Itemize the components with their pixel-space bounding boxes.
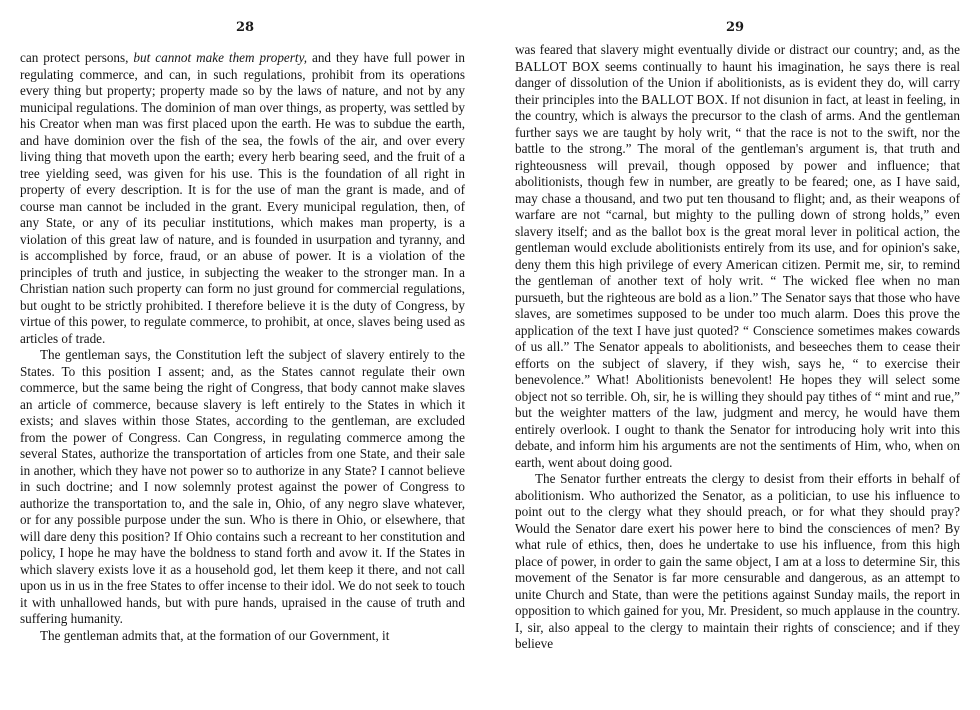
paragraph [20,50,465,347]
right-page [490,0,980,710]
text-run: can protect persons, [20,50,134,65]
page-number-right: 29 [725,20,745,35]
paragraph: was feared that slavery might eventually divide or distract our country; and, as the BALLOT BOX seems continually to haunt his imagination, he says there is real danger of dissolution of the Union if abolitionists, as is evident they do, will carry their principles into the BALLOT BOX. If not disunion in fact, at least in feeling, in the country, which is always the precursor to the clash of arms. And the gentleman further says we are taught by holy writ, “ that the race is not to the swift, nor the battle to the strong.” The moral of the gentleman's argument is, that truth and righteousness will prevail, though opposed by power and influence; that abolitionists, though few in number, are greatly to be feared; one, as I have said, may chase a thousand, and two put ten thousand to flight; and, as their weapons of warfare are not “carnal, but mighty to the pulling down of strong holds,” even slavery itself; and as the ballot box is the great moral lever in political action, the gentleman would exclude abolitionists entirely from its use, and for opinion's sake, deny them this high privilege of every American citizen. Permit me, sir, to remind the gentleman of another text of holy writ. “ The wicked flee when no man pursueth, but the righteous are bold as a lion.” The Senator says that those who have slaves, are sometimes supposed to be under too much alarm. Does this prove the application of the text I have just quoted? “ Conscience sometimes makes cowards of us all.” The Senator appeals to abolitionists, and beseeches them to cease their efforts on the subject of slavery, if they wish, says he, “ to exercise their benevolence.” What! Abolitionists benevolent! He hopes they will select some object not so terrible. Oh, sir, he is willing they should pay tithes of “ mint and rue,” but the weighter matters of the law, judgment and mercy, he would have them entirely overlook. I ought to thank the Senator for introducing holy writ into this debate, and inform him his arguments are not the sentiments of Him, who, when on earth, went about doing good. [515,42,960,470]
left-page-text [20,50,465,644]
paragraph: The Senator further entreats the clergy to desist from their efforts in behalf of abolitionism. Who authorized the Senator, as a politician, to use his influence to point out to the clergy what they should preach, or for what they should pray? Would the Senator dare exert his power here to bind the consciences of men? By what rule of ethics, then, does he undertake to use his influence, from this high place of power, in order to gain the same object, I am at a loss to determine Sir, this movement of the Senator is far more censurable and dangerous, as an attempt to unite Church and State, than were the petitions against Sunday mails, the report in opposition to which gained for you, Mr. President, so much applause in the country. I, sir, also appeal to the clergy to maintain their rights of conscience; and if they believe [515,471,960,651]
text-run: and they have full power in regulating commerce, and can, in such regulations, prohibit from its operations every thing but property; property made so by the laws of nature, and not by any municipal regulations. The dominion of man over things, as property, was settled by his Creator when man was first placed upon the earth. He was to subdue the earth, and have dominion over the fish of the sea, the fowls of the air, and over every living thing that moveth upon the earth; every herb bearing seed, and the fruit of a tree yielding seed, was given for his use. This is the foundation of all right in property of every description. It is for the use of man the grant is made, and of course man cannot be included in the grant. Every municipal regulation, then, of any State, or any of its peculiar institutions, which makes man property, is a violation of this great law of nature, and is founded in usurpation and tyranny, and is accomplished by force, fraud, or an abuse of power. It is a violation of the principles of truth and justice, in subjecting the weaker to the stronger man. In a Christian nation such property can form no just ground for commercial regulations, but ought to be strictly prohibited. I therefore believe it is the duty of Congress, by virtue of this power, to regulate commerce, to prohibit, at once, slaves being used as articles of trade. [20,50,465,346]
emphasized-text: but cannot make them property, [133,50,307,65]
paragraph: The gentleman says, the Constitution left the subject of slavery entirely to the States. To this position I assent; and, as the States cannot regulate their own commerce, but the same being the right of Congress, that body cannot make slaves an article of commerce, because slavery is left entirely to the States in which it exists; and slaves within those States, according to the gentleman, are excluded from the power of Congress. Can Congress, in regulating commerce among the several States, authorize the transportation of articles from one State, and their sale in another, which they have not power so to authorize in any State? I cannot believe in such doctrine; and I now solemnly protest against the power of Congress to authorize the transportation to, and the sale in, Ohio, of any negro slave whatever, or for any possible purpose under the sun. Who is there in Ohio, or elsewhere, that will dare deny this position? If Ohio contains such a recreant to her constitution and policy, I hope he may have the boldness to stand forth and avow it. If the States in which slavery exists love it as a household god, let them keep it there, and not call upon us in us in the free States to offer incense to their idol. We do not seek to touch it with unhallowed hands, but with pure hands, upraised in the cause of truth and suffering humanity. [20,347,465,626]
page-number-left: 28 [235,20,255,35]
paragraph: The gentleman admits that, at the formation of our Government, it [40,627,390,643]
right-page-text [515,42,960,653]
